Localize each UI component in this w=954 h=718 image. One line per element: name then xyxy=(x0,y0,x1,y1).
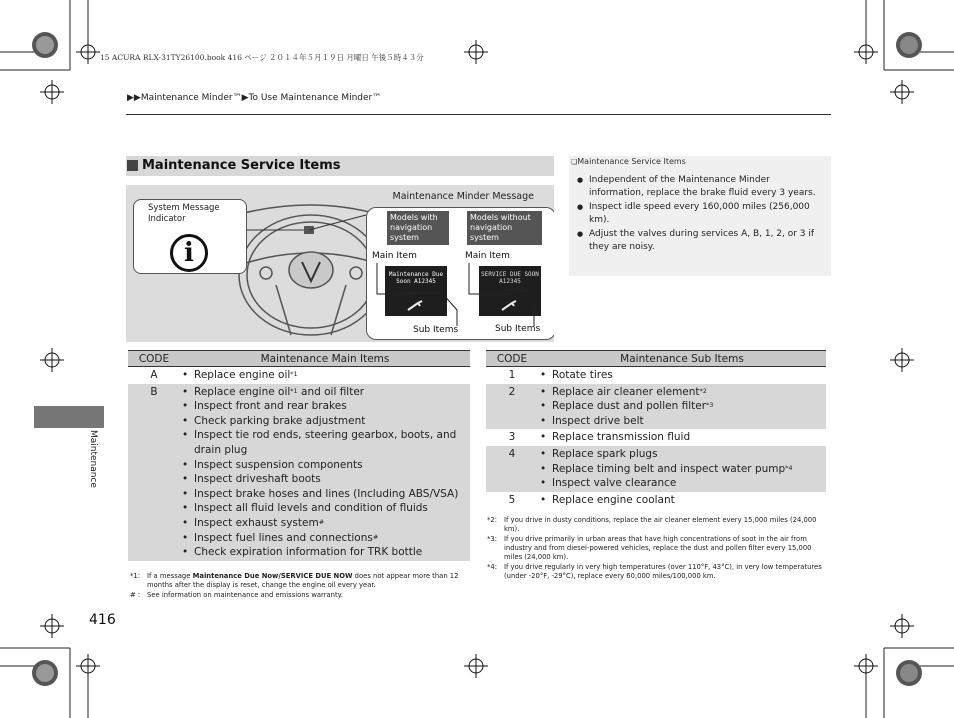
items-cell xyxy=(538,429,826,446)
indicator-callout xyxy=(133,199,247,274)
code-cell: 2 xyxy=(486,384,538,430)
dashboard-figure xyxy=(126,185,554,342)
section-square-icon xyxy=(127,160,138,171)
footnote: *4: If you drive regularly in very high temperatures (over 110°F, 43°C), in very low temperatures (under -20°F, -29°C), replace every 60,000 miles/100,000 km. xyxy=(487,563,822,580)
print-header: 15 ACURA RLX-31TY26100.book 416 ページ ２０１４年５月１９日 月曜日 午後５時４３分 xyxy=(100,53,424,62)
items-cell xyxy=(538,367,826,384)
list-item: • Replace engine coolant xyxy=(538,493,826,508)
list-item: • Inspect all fluid levels and condition of fluids xyxy=(180,501,470,516)
col-header-main-items: Maintenance Main Items xyxy=(180,351,470,367)
list-item: • Inspect exhaust system# xyxy=(180,516,470,531)
info-icon: i xyxy=(170,234,208,272)
code-cell: B xyxy=(128,384,180,561)
sub-items-table xyxy=(486,350,826,508)
list-item: • Replace transmission fluid xyxy=(538,430,826,445)
table-row xyxy=(486,384,826,430)
note-list xyxy=(577,174,825,255)
code-cell: 4 xyxy=(486,446,538,492)
code-cell: A xyxy=(128,367,180,384)
breadcrumb: ▶▶Maintenance Minder™▶To Use Maintenance Minder™ xyxy=(127,93,382,103)
indicator-label: System Message Indicator xyxy=(148,203,220,224)
list-item: • Replace air cleaner element$^{*2}$ xyxy=(538,385,826,400)
footnote: # : See information on maintenance and emissions warranty. xyxy=(130,591,343,599)
list-item: • Inspect brake hoses and lines (Including ABS/VSA) xyxy=(180,487,470,502)
sub-items-label: Sub Items xyxy=(495,324,541,334)
note-marker-icon: ❏ xyxy=(571,158,578,166)
tag-no-nav: Models without navigation system xyxy=(467,211,542,245)
list-item: • Inspect suspension components xyxy=(180,458,470,473)
header-rule xyxy=(126,114,831,115)
screen-no-nav-text: SERVICE DUE SOON A12345 xyxy=(481,271,539,285)
footnote: *3: If you drive primarily in urban areas that have high concentrations of soot in the air from industry and from diesel-powered vehicles, replace the dust and pollen filter every 15,000 miles (24,000 km). xyxy=(487,535,812,561)
footnotes-left xyxy=(130,572,470,601)
col-header-code: CODE xyxy=(128,351,180,367)
list-item: • Inspect front and rear brakes xyxy=(180,399,470,414)
main-item-label: Main Item xyxy=(372,251,417,261)
list-item: • Inspect fuel lines and connections# xyxy=(180,531,470,546)
col-header-code: CODE xyxy=(486,351,538,367)
col-header-sub-items: Maintenance Sub Items xyxy=(538,351,826,367)
side-tab-label: Maintenance xyxy=(88,430,98,488)
items-cell xyxy=(180,384,470,561)
list-item: • Inspect drive belt xyxy=(538,414,826,429)
list-item: • Replace dust and pollen filter$^{*3}$ xyxy=(538,399,826,414)
code-cell: 3 xyxy=(486,429,538,446)
page-number: 416 xyxy=(89,612,116,628)
tag-nav: Models with navigation system xyxy=(387,211,449,245)
items-cell xyxy=(538,384,826,430)
section-title: Maintenance Service Items xyxy=(142,158,341,173)
table-row xyxy=(486,367,826,384)
note-item: ● Inspect idle speed every 160,000 miles (256,000 km). xyxy=(577,201,825,227)
note-item: ● Adjust the valves during services A, B, 1, 2, or 3 if they are noisy. xyxy=(577,228,825,254)
list-item: • Inspect valve clearance xyxy=(538,476,826,491)
sub-items-label: Sub Items xyxy=(413,325,459,335)
list-item: • Replace engine oil$^{*1}$ and oil filter xyxy=(180,385,470,400)
table-row xyxy=(486,492,826,509)
list-item: • Check parking brake adjustment xyxy=(180,414,470,429)
side-tab xyxy=(34,406,104,428)
note-item: ● Independent of the Maintenance Minder information, replace the brake fluid every 3 years. xyxy=(577,174,825,200)
items-cell xyxy=(180,367,470,384)
table-row xyxy=(486,446,826,492)
note-title-text: Maintenance Service Items xyxy=(577,157,686,166)
footnote: *2: If you drive in dusty conditions, replace the air cleaner element every 15,000 miles (24,000 km). xyxy=(487,516,817,533)
footnotes-right xyxy=(487,516,827,582)
items-cell xyxy=(538,446,826,492)
display-panel xyxy=(366,207,554,340)
mm-message-label: Maintenance Minder Message xyxy=(392,191,534,202)
items-cell xyxy=(538,492,826,509)
screen-nav-text: Maintenance Due Soon A12345 xyxy=(388,271,444,285)
leader-lines xyxy=(367,208,554,341)
list-item: • Check expiration information for TRK bottle xyxy=(180,545,470,560)
code-cell: 1 xyxy=(486,367,538,384)
main-item-label: Main Item xyxy=(465,251,510,261)
main-items-table xyxy=(128,350,470,561)
list-item: • Rotate tires xyxy=(538,368,826,383)
footnote: *1: If a message Maintenance Due Now/SERVICE DUE NOW does not appear more than 12 months after the display is reset, change the engine oil every year. xyxy=(130,572,459,589)
list-item: • Inspect driveshaft boots xyxy=(180,472,470,487)
list-item: • Replace engine oil$^{*1}$ xyxy=(180,368,470,383)
table-row xyxy=(128,367,470,384)
note-box-title xyxy=(571,157,686,166)
list-item: • Inspect tie rod ends, steering gearbox, boots, and drain plug xyxy=(180,428,470,457)
list-item: • Replace spark plugs xyxy=(538,447,826,462)
note-box xyxy=(569,156,831,276)
section-heading xyxy=(126,156,554,176)
code-cell: 5 xyxy=(486,492,538,509)
table-row xyxy=(486,429,826,446)
table-row xyxy=(128,384,470,561)
list-item: • Replace timing belt and inspect water pump$^{*4}$ xyxy=(538,462,826,477)
